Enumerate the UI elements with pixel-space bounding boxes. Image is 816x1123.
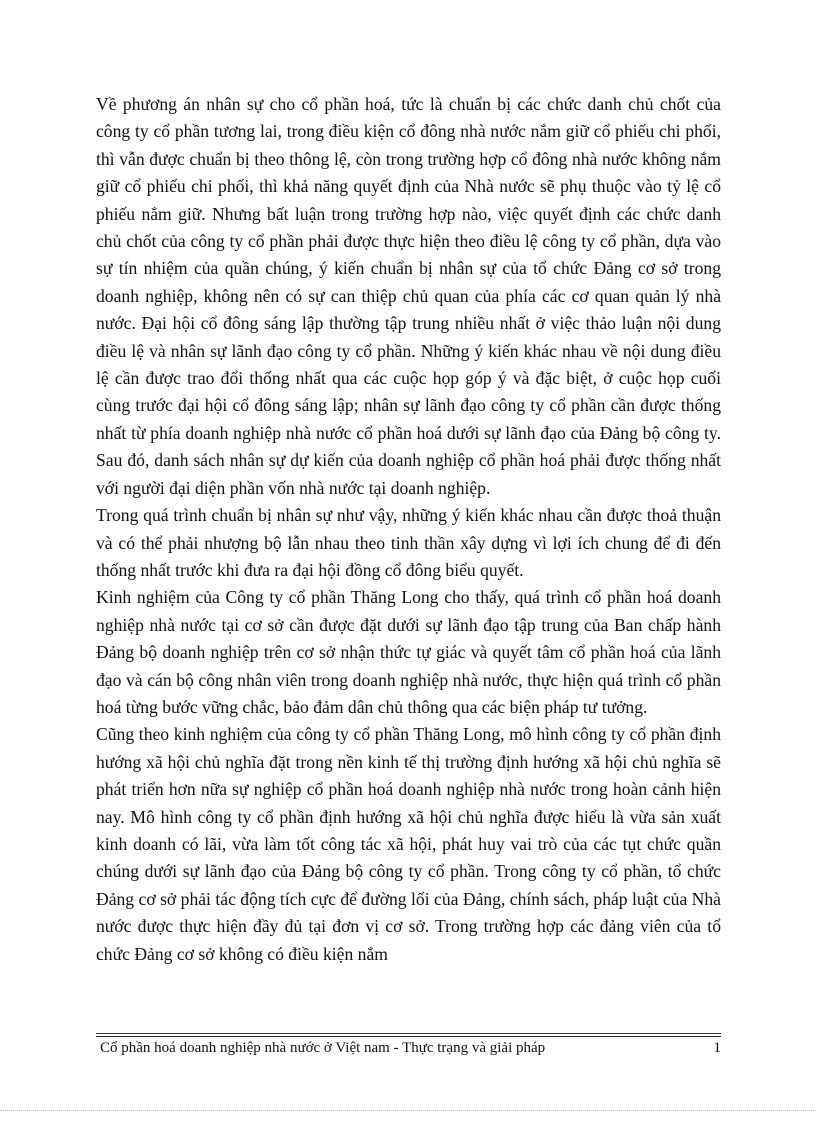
page-bottom-border <box>0 1110 816 1111</box>
paragraph-4: Cũng theo kinh nghiệm của công ty cổ phần Thăng Long, mô hình công ty cổ phần định hướng xã hội chủ nghĩa đặt trong nền kinh tế thị trường định hướng xã hội chủ nghĩa sẽ phát triển hơn nữa sự nghiệp cổ phần hoá doanh nghiệp nhà nước trong hoàn cảnh hiện nay. Mô hình công ty cổ phần định hướng xã hội chủ nghĩa được hiểu là vừa sản xuất kinh doanh có lãi, vừa làm tốt công tác xã hội, phát huy vai trò của các tụt chức quần chúng dưới sự lãnh đạo của Đảng bộ công ty cổ phần. Trong công ty cổ phần, tổ chức Đảng cơ sở phải tác động tích cực để đường lối của Đảng, chính sách, pháp luật của Nhà nước được thực hiện đầy đủ tại đơn vị cơ sở. Trong trường hợp các đảng viên của tổ chức Đảng cơ sở không có điều kiện nắm <box>96 724 721 964</box>
body-text <box>96 91 721 968</box>
page-number: 1 <box>713 1040 721 1056</box>
paragraph-1: Về phương án nhân sự cho cổ phần hoá, tức là chuẩn bị các chức danh chủ chốt của công ty cổ phần tương lai, trong điều kiện cổ đông nhà nước nắm giữ cổ phiếu chi phối, thì vẫn được chuẩn bị theo thông lệ, còn trong trường hợp cổ đông nhà nước không nắm giữ cổ phiếu chi phối, thì khả năng quyết định của Nhà nước sẽ phụ thuộc vào tỷ lệ cổ phiếu nắm giữ. Nhưng bất luận trong trường hợp nào, việc quyết định các chức danh chủ chốt của công ty cổ phần phải được thực hiện theo điều lệ công ty cổ phần, dựa vào sự tín nhiệm của quần chúng, ý kiến chuẩn bị nhân sự của tổ chức Đảng cơ sở trong doanh nghiệp, không nên có sự can thiệp chủ quan của phía các cơ quan quản lý nhà nước. Đại hội cổ đông sáng lập thường tập trung nhiều nhất ở việc thảo luận nội dung điều lệ và nhân sự lãnh đạo công ty cổ phần. Những ý kiến khác nhau về nội dung điều lệ cần được trao đổi thống nhất qua các cuộc họp góp ý và đặc biệt, ở cuộc họp cuối cùng trước đại hội cổ đông sáng lập; nhân sự lãnh đạo công ty cổ phần cần được thống nhất từ phía doanh nghiệp nhà nước cổ phần hoá dưới sự lãnh đạo của Đảng bộ công ty. Sau đó, danh sách nhân sự dự kiến của doanh nghiệp cổ phần hoá phải được thống nhất với người đại diện phần vốn nhà nước tại doanh nghiệp. <box>96 94 721 498</box>
footer-rule-top <box>96 1033 721 1034</box>
footer-title: Cổ phần hoá doanh nghiệp nhà nước ở Việt nam - Thực trạng và giải pháp <box>100 1040 546 1056</box>
page-footer <box>100 1038 721 1058</box>
paragraph-2: Trong quá trình chuẩn bị nhân sự như vậy, những ý kiến khác nhau cần được thoả thuận và có thể phải nhượng bộ lẫn nhau theo tinh thần xây dựng vì lợi ích chung để đi đến thống nhất trước khi đưa ra đại hội đồng cổ đông biểu quyết. <box>96 505 721 580</box>
paragraph-3: Kinh nghiệm của Công ty cổ phần Thăng Long cho thấy, quá trình cổ phần hoá doanh nghiệp nhà nước tại cơ sở cần được đặt dưới sự lãnh đạo tập trung của Ban chấp hành Đảng bộ doanh nghiệp trên cơ sở nhận thức tự giác và quyết tâm cổ phần hoá của lãnh đạo và cán bộ công nhân viên trong doanh nghiệp nhà nước, thực hiện quá trình cổ phần hoá từng bước vững chắc, bảo đảm dân chủ thông qua các biện pháp tư tưởng. <box>96 587 721 717</box>
footer-rule-bottom <box>96 1036 721 1037</box>
